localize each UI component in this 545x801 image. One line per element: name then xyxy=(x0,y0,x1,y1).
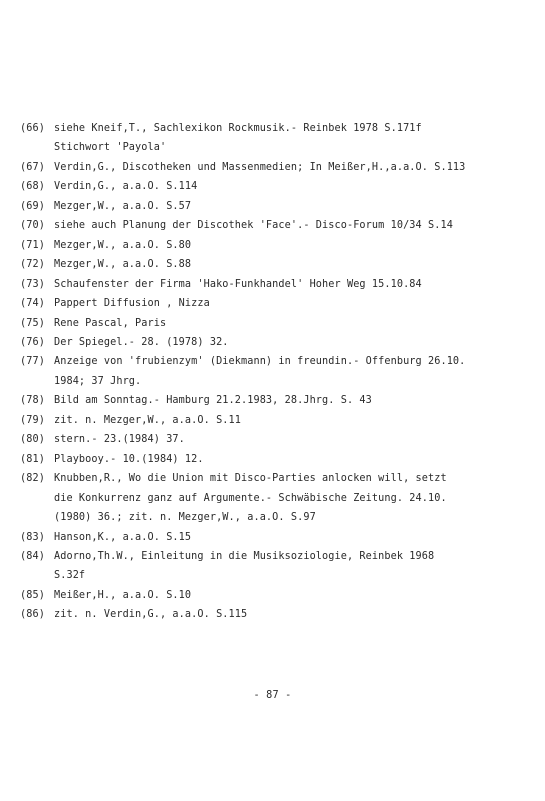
footnote-text xyxy=(54,547,540,586)
footnote-item xyxy=(20,586,540,605)
footnote-text xyxy=(54,275,540,294)
footnote-line: Hanson,K., a.a.O. S.15 xyxy=(54,531,192,543)
footnote-text xyxy=(54,216,540,235)
footnote-line: zit. n. Mezger,W., a.a.O. S.11 xyxy=(54,414,242,426)
footnote-text xyxy=(54,352,540,391)
footnote-line: Playbooy.- 10.(1984) 12. xyxy=(54,453,204,465)
footnote-item xyxy=(20,391,540,410)
footnote-line: Verdin,G., a.a.O. S.114 xyxy=(54,181,198,193)
footnote-number: (71) xyxy=(20,239,45,251)
footnote-number: (70) xyxy=(20,220,45,232)
footnote-item xyxy=(20,547,540,586)
footnote-number: (79) xyxy=(20,414,45,426)
footnote-number: (84) xyxy=(20,550,45,562)
footnote-item xyxy=(20,236,540,255)
footnote-line: siehe Kneif,T., Sachlexikon Rockmusik.- Reinbek 1978 S.171f xyxy=(54,123,422,134)
footnote-number: (68) xyxy=(20,181,45,193)
footnote-text xyxy=(54,528,540,547)
footnote-line: Adorno,Th.W., Einleitung in die Musiksoziologie, Reinbek 1968 xyxy=(54,550,435,562)
footnote-number: (72) xyxy=(20,259,45,271)
footnote-item xyxy=(20,158,540,177)
footnote-number: (69) xyxy=(20,200,45,212)
footnote-line: stern.- 23.(1984) 37. xyxy=(54,434,185,446)
footnote-number: (66) xyxy=(20,123,45,134)
footnote-line: Meißer,H., a.a.O. S.10 xyxy=(54,589,192,601)
footnote-item xyxy=(20,275,540,294)
footnote-item xyxy=(20,216,540,235)
footnote-line: (1980) 36.; zit. n. Mezger,W., a.a.O. S.97 xyxy=(54,512,316,524)
footnote-line: Knubben,R., Wo die Union mit Disco-Parties anlocken will, setzt xyxy=(54,473,447,485)
footnote-line: Schaufenster der Firma 'Hako-Funkhandel' Hoher Weg 15.10.84 xyxy=(54,278,422,290)
footnote-item xyxy=(20,177,540,196)
footnote-line: Verdin,G., Discotheken und Massenmedien; In Meißer,H.,a.a.O. S.113 xyxy=(54,161,466,173)
page-number: - 87 - xyxy=(253,690,292,701)
footnote-text xyxy=(54,333,540,352)
footnote-item xyxy=(20,528,540,547)
footnote-text xyxy=(54,158,540,177)
footnote-item xyxy=(20,469,540,527)
footnote-text xyxy=(54,119,540,158)
footnote-number: (80) xyxy=(20,434,45,446)
footnote-line: Bild am Sonntag.- Hamburg 21.2.1983, 28.Jhrg. S. 43 xyxy=(54,395,372,407)
footnote-line: Mezger,W., a.a.O. S.88 xyxy=(54,259,192,271)
footnote-number: (77) xyxy=(20,356,45,368)
footnote-line: Mezger,W., a.a.O. S.80 xyxy=(54,239,192,251)
footnote-number: (81) xyxy=(20,453,45,465)
footnote-text xyxy=(54,294,540,313)
footnote-item xyxy=(20,333,540,352)
footnote-item xyxy=(20,411,540,430)
footnote-text xyxy=(54,314,540,333)
footnote-item xyxy=(20,430,540,449)
footnote-item xyxy=(20,314,540,333)
footnote-text xyxy=(54,469,540,527)
footnote-list xyxy=(20,119,540,625)
footnote-line: Pappert Diffusion , Nizza xyxy=(54,298,210,310)
footnote-number: (83) xyxy=(20,531,45,543)
footnote-text xyxy=(54,197,540,216)
footnote-number: (67) xyxy=(20,161,45,173)
footnote-item xyxy=(20,255,540,274)
footnote-item xyxy=(20,605,540,624)
footnote-item xyxy=(20,450,540,469)
footnote-line: siehe auch Planung der Discothek 'Face'.- Disco-Forum 10/34 S.14 xyxy=(54,220,453,232)
footnote-text xyxy=(54,605,540,624)
footnote-line: Anzeige von 'frubienzym' (Diekmann) in freundin.- Offenburg 26.10. xyxy=(54,356,466,368)
footnote-line: Rene Pascal, Paris xyxy=(54,317,167,329)
footnote-line: S.32f xyxy=(54,570,86,582)
footnote-text xyxy=(54,430,540,449)
footnote-number: (85) xyxy=(20,589,45,601)
footnote-item xyxy=(20,197,540,216)
footnote-line: Der Spiegel.- 28. (1978) 32. xyxy=(54,336,229,348)
footnote-number: (73) xyxy=(20,278,45,290)
footnote-number: (75) xyxy=(20,317,45,329)
footnote-line: zit. n. Verdin,G., a.a.O. S.115 xyxy=(54,609,248,621)
footnote-text xyxy=(54,177,540,196)
footnote-item xyxy=(20,294,540,313)
footnote-line: Mezger,W., a.a.O. S.57 xyxy=(54,200,192,212)
footnote-number: (78) xyxy=(20,395,45,407)
footnote-number: (74) xyxy=(20,298,45,310)
footnote-number: (82) xyxy=(20,473,45,485)
footnote-number: (76) xyxy=(20,336,45,348)
footnote-item xyxy=(20,119,540,158)
footnote-text xyxy=(54,411,540,430)
footnote-text xyxy=(54,255,540,274)
footnote-line: Stichwort 'Payola' xyxy=(54,142,167,154)
footnote-text xyxy=(54,586,540,605)
footnote-text xyxy=(54,236,540,255)
footnote-line: 1984; 37 Jhrg. xyxy=(54,375,142,387)
footnote-item xyxy=(20,352,540,391)
footnote-text xyxy=(54,391,540,410)
footnote-line: die Konkurrenz ganz auf Argumente.- Schwäbische Zeitung. 24.10. xyxy=(54,492,447,504)
footnote-number: (86) xyxy=(20,609,45,621)
footnote-text xyxy=(54,450,540,469)
